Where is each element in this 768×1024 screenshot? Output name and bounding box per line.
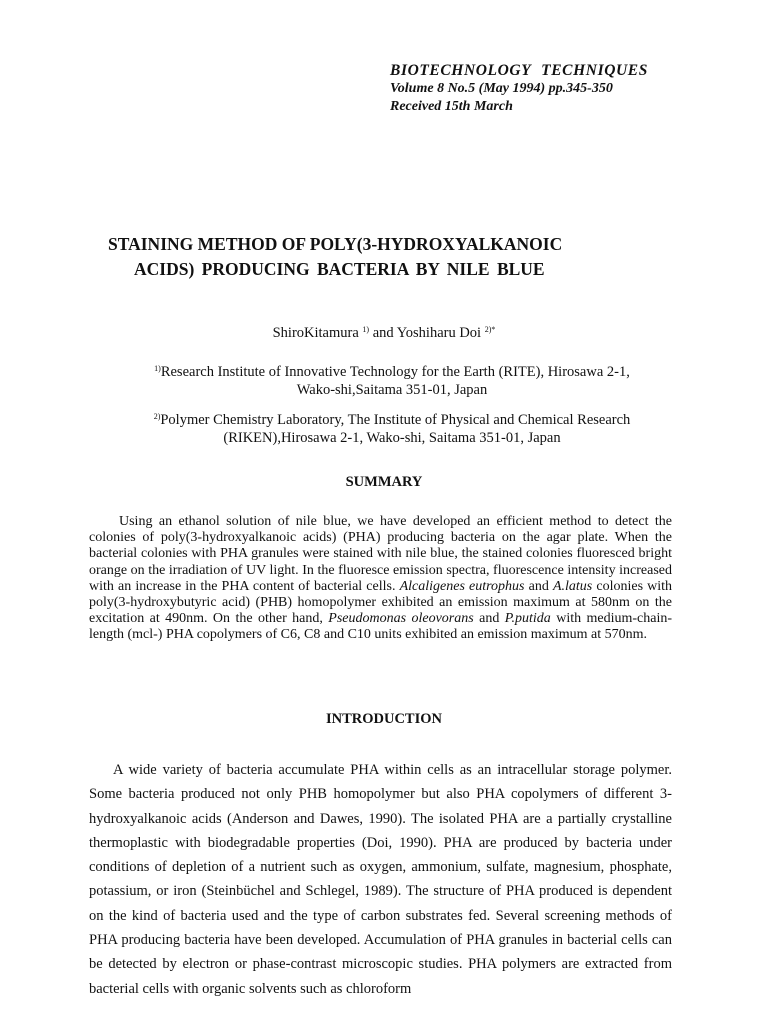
summary-text-1: Using an ethanol solution of nile blue, we have developed an efficient method to detect the colonies of poly(3-hydroxyalkanoic acids) (PHA) producing bacteria on the agar plate. When the bacterial colonies with PHA granules were stained with nile blue, the stained colonies fluoresced bright orange on the irradiation of UV light. In the fluoresce emission spectra, fluorescence intensity increased with an increase in the PHA content of bacterial cells.: [89, 514, 672, 594]
journal-name: BIOTECHNOLOGY TECHNIQUES: [390, 62, 648, 79]
author-mark-2: 2)*: [484, 325, 496, 334]
species-p-putida: P.putida: [504, 611, 551, 627]
introduction-heading: INTRODUCTION: [325, 711, 442, 727]
affiliation-1-line-1: Research Institute of Innovative Technology for the Earth (RITE), Hirosawa 2-1,: [160, 364, 630, 380]
summary-section: [89, 514, 672, 644]
journal-header: [390, 62, 648, 116]
journal-volume: Volume 8 No.5 (May 1994) pp.345-350: [390, 81, 613, 96]
author-list: [0, 325, 768, 342]
species-pseudomonas-oleovorans: Pseudomonas oleovorans: [328, 611, 474, 627]
summary-text-3: colonies with poly(3-hydroxybutyric acid) (PHB) homopolymer exhibited an emission maximum at 580nm on the excitation at 490nm. On the other hand,: [89, 578, 673, 627]
species-a-latus: A.latus: [552, 578, 593, 594]
affiliation-2-line-1: Polymer Chemistry Laboratory, The Institute of Physical and Chemical Research: [160, 412, 631, 428]
title-line-1: STAINING METHOD OF POLY(3-HYDROXYALKANOIC: [108, 234, 563, 254]
author-mark-1: 1): [362, 325, 370, 334]
affiliation-1-line-2: Wako-shi,Saitama 351-01, Japan: [296, 382, 488, 398]
received-date: Received 15th March: [390, 99, 513, 114]
author-name-1: ShiroKitamura: [272, 325, 359, 341]
summary-paragraph: [89, 514, 672, 644]
summary-text-2: and: [528, 578, 549, 594]
summary-text-5: with medium-chain-length (mcl-) PHA copolymers of C6, C8 and C10 units exhibited an emission maximum at 570nm.: [89, 611, 673, 643]
affiliation-2: [92, 408, 692, 447]
summary-text-4: and: [479, 611, 500, 627]
paper-title: [108, 232, 708, 282]
affiliation-mark-1: 1): [154, 364, 161, 373]
affiliation-2-line-2: (RIKEN),Hirosawa 2-1, Wako-shi, Saitama 351-01, Japan: [223, 430, 561, 446]
author-connector: and: [372, 325, 394, 341]
author-name-2: Yoshiharu Doi: [396, 325, 482, 341]
title-line-2: ACIDS) PRODUCING BACTERIA BY NILE BLUE: [134, 259, 545, 279]
summary-heading: SUMMARY: [345, 474, 423, 490]
introduction-paragraph: A wide variety of bacteria accumulate PHA within cells as an intracellular storage polymer. Some bacteria produced not only PHB homopolymer but also PHA copolymers of different 3-hydroxyalkanoic acids (Anderson and Dawes, 1990). The isolated PHA are a partially crystalline thermoplastic with biodegradable properties (Doi, 1990). PHA are produced by bacteria under conditions of depletion of a nutrient such as oxygen, ammonium, sulfate, magnesium, phosphate, potassium, or iron (Steinbüchel and Schlegel, 1989). The structure of PHA produced is dependent on the kind of bacteria used and the type of carbon substrates fed. Several screening methods of PHA producing bacteria have been developed. Accumulation of PHA granules in bacterial cells can be detected by electron or phase-contrast microscopic studies. PHA polymers are extracted from bacterial cells with organic solvents such as chloroform: [89, 762, 672, 997]
affiliation-mark-2: 2): [153, 412, 161, 421]
introduction-section: [89, 758, 672, 1001]
affiliation-1: [92, 360, 692, 399]
species-alcaligenes-eutrophus: Alcaligenes eutrophus: [399, 578, 525, 594]
